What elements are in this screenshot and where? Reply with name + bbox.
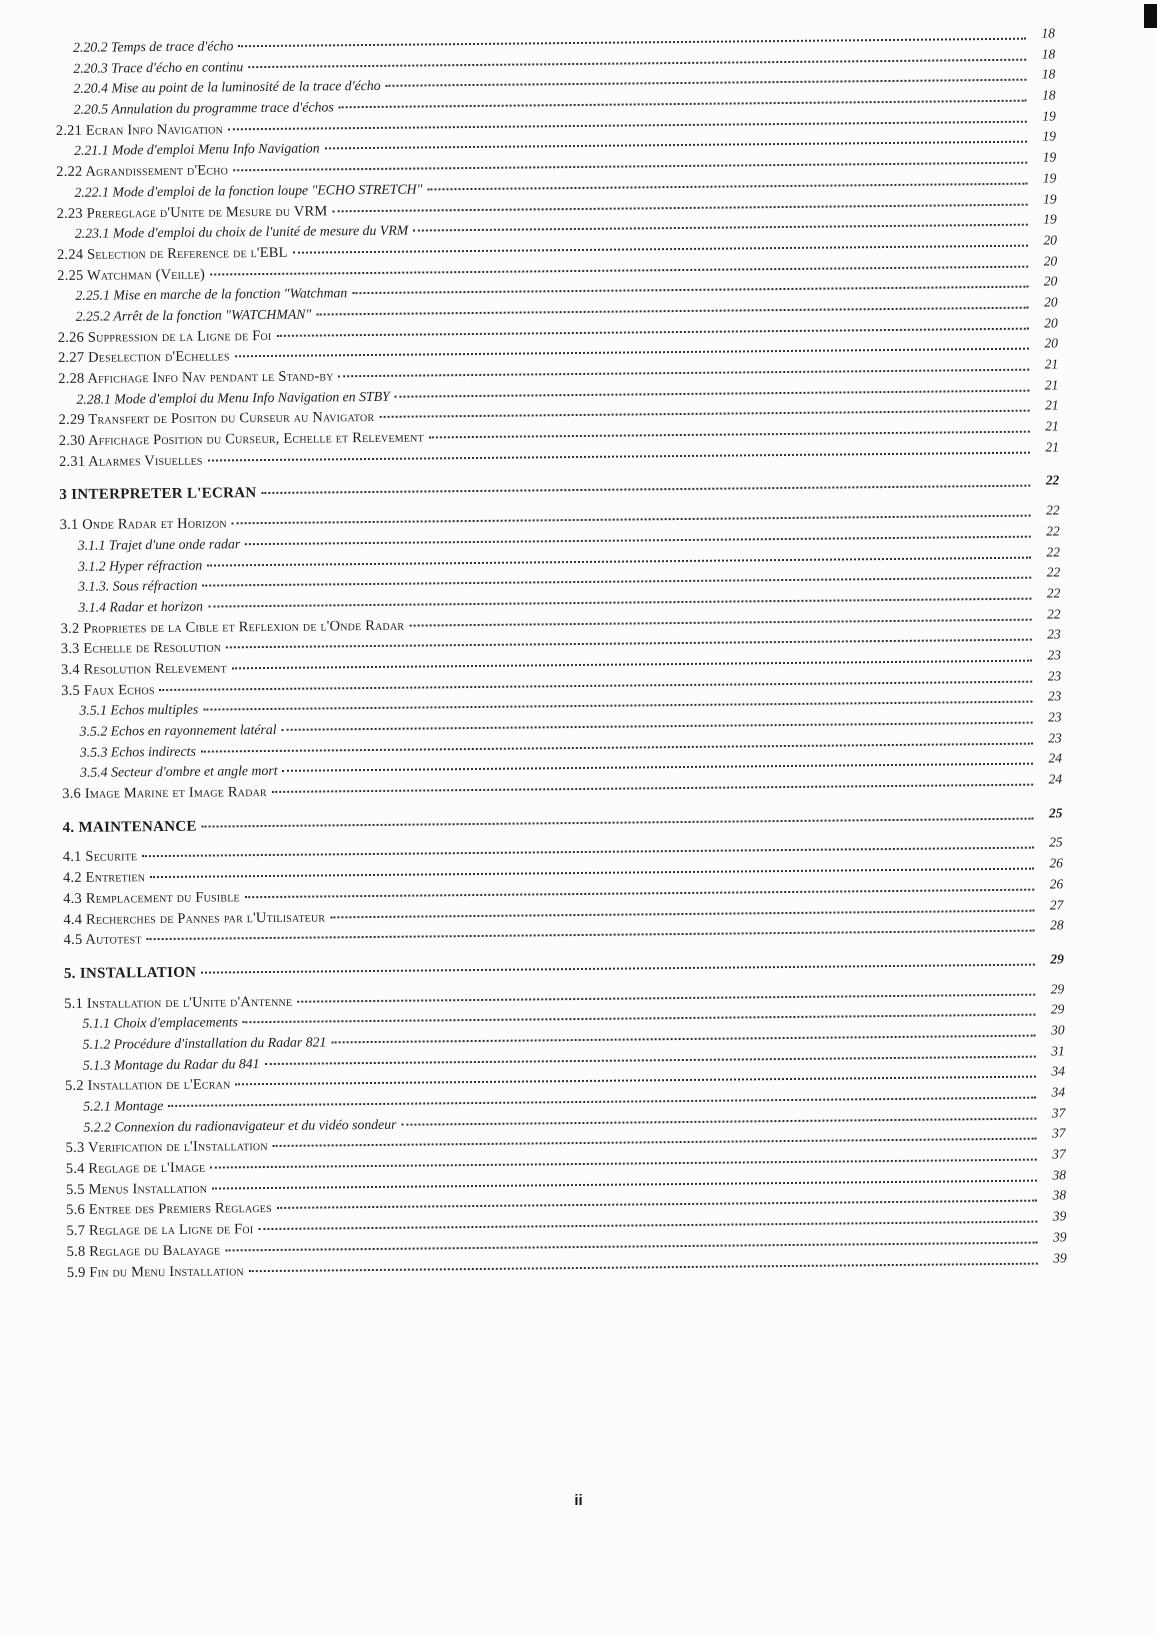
toc-entry-label: 2.21.1 Mode d'emploi Menu Info Navigation [73, 140, 320, 159]
toc-entry-page-number: 18 [1041, 25, 1056, 41]
dot-leader [208, 598, 1031, 608]
dot-leader [339, 369, 1030, 378]
page-number-footer: ii [574, 1492, 583, 1509]
toc-entry-label: 5.3 Verification de l'Installation [65, 1138, 268, 1157]
toc-entry-label: 2.20.5 Annulation du programme trace d'échos [73, 99, 334, 117]
toc-entry-label: 2.28 Affichage Info Nav pendant le Stand-by [58, 368, 334, 387]
dot-leader [283, 763, 1034, 772]
toc-entry-label: 5.1.2 Procédure d'installation du Radar 821 [82, 1034, 327, 1052]
toc-entry-page-number: 34 [1051, 1084, 1066, 1100]
dot-leader [332, 203, 1027, 212]
dot-leader [249, 1262, 1038, 1272]
toc-entry-page-number: 39 [1052, 1208, 1067, 1224]
toc-entry-page-number: 23 [1047, 709, 1062, 725]
dot-leader [330, 909, 1034, 918]
dot-leader [160, 680, 1033, 690]
toc-entry [59, 472, 1060, 508]
dot-leader [210, 1159, 1037, 1169]
toc-entry-label: 5.1.3 Montage du Radar du 841 [82, 1055, 260, 1073]
toc-entry-page-number: 38 [1052, 1187, 1067, 1203]
toc-entry-label: 4.4 Recherches de Pannes par l'Utilisateur [63, 908, 326, 928]
dot-leader [235, 1076, 1036, 1086]
dot-leader [150, 868, 1034, 878]
toc-entry-label: 2.24 Selection de Reference de l'EBL [56, 244, 288, 263]
toc-entry-label: 2.22 Agrandissement d'Echo [56, 162, 229, 181]
dot-leader [226, 639, 1032, 649]
dot-leader [352, 286, 1028, 294]
dot-leader [233, 162, 1027, 172]
dot-leader [212, 1179, 1037, 1189]
toc-entry-page-number: 23 [1048, 730, 1062, 746]
toc-entry-page-number: 19 [1042, 170, 1057, 186]
toc-entry-page-number: 23 [1047, 688, 1062, 704]
dot-leader [203, 701, 1032, 711]
dot-leader [208, 451, 1030, 461]
dot-leader [235, 348, 1029, 358]
toc-entry-label: 5.1.1 Choix d'emplacements [82, 1014, 238, 1032]
dot-leader [277, 1200, 1037, 1209]
dot-leader [258, 1221, 1037, 1230]
toc-entry-label: 5.2.2 Connexion du radionavigateur et du vidéo sondeur [83, 1116, 397, 1135]
toc-entry-page-number: 18 [1042, 87, 1056, 103]
toc-entry-label: 3.5.4 Secteur d'ombre et angle mort [79, 763, 278, 781]
toc-entry-label: 3.3 Echelle de Resolution [60, 639, 222, 658]
toc-entry-page-number: 21 [1044, 356, 1059, 372]
toc-entry-page-number: 21 [1045, 418, 1059, 434]
toc-entry-page-number: 20 [1043, 252, 1058, 269]
toc-entry-page-number: 21 [1044, 377, 1059, 393]
toc-entry-page-number: 37 [1052, 1146, 1066, 1162]
toc-entry-label: 3 INTERPRETER L'ECRAN [59, 485, 257, 504]
dot-leader [228, 120, 1027, 130]
dot-leader [401, 1117, 1036, 1125]
dot-leader [245, 888, 1034, 898]
dot-leader [232, 660, 1032, 670]
toc-entry-page-number: 20 [1044, 335, 1059, 351]
dot-leader [147, 930, 1035, 941]
toc-entry-label: 2.20.4 Mise au point de la luminosité de la trace d'écho [73, 78, 381, 97]
toc-entry-label: 2.23.1 Mode d'emploi du choix de l'unité de mesure du VRM [74, 222, 409, 242]
dot-leader [142, 847, 1034, 858]
dot-leader [386, 79, 1027, 87]
toc-entry-label: 4.1 Securite [62, 848, 138, 866]
toc-entry-label: 2.30 Affichage Position du Curseur, Echelle et Relevement [58, 429, 424, 450]
toc-entry-page-number: 20 [1043, 232, 1058, 248]
toc-entry-page-number: 22 [1046, 523, 1060, 539]
toc-entry-page-number: 37 [1051, 1105, 1066, 1121]
toc-entry-label: 4.3 Remplacement du Fusible [63, 889, 240, 907]
toc-entry-page-number: 26 [1049, 855, 1064, 871]
dot-leader [276, 327, 1028, 336]
dot-leader [202, 577, 1031, 587]
dot-leader [201, 964, 1035, 974]
toc-entry [62, 805, 1063, 840]
dot-leader [395, 389, 1030, 397]
toc-entry-label: 2.21 Ecran Info Navigation [55, 121, 224, 139]
toc-entry-label: 3.1.4 Radar et horizon [78, 598, 204, 615]
toc-entry-label: 2.23 Prereglage d'Unite de Mesure du VRM [56, 202, 328, 222]
toc-entry-page-number: 19 [1042, 128, 1057, 144]
toc-entry-page-number: 24 [1048, 771, 1063, 787]
toc-entry-label: 4.2 Entretien [62, 869, 146, 887]
toc-entry-label: 2.25 Watchman (Veille) [57, 266, 206, 284]
toc-entry-page-number: 24 [1048, 750, 1063, 766]
dot-leader [379, 410, 1029, 418]
dot-leader [409, 618, 1031, 626]
toc-entry-label: 2.27 Deselection d'Echelles [57, 348, 230, 367]
toc-entry-label: 5.2.1 Montage [83, 1098, 164, 1114]
toc-entry-page-number: 19 [1043, 211, 1057, 227]
toc-entry-label: 5. INSTALLATION [63, 964, 197, 982]
toc-entry-label: 2.26 Suppression de la Ligne de Foi [57, 327, 272, 346]
toc-entry-page-number: 29 [1050, 980, 1065, 997]
toc-entry-page-number: 23 [1047, 667, 1062, 684]
dot-leader [273, 1138, 1037, 1147]
toc-entry-label: 5.5 Menus Installation [65, 1180, 208, 1198]
toc-entry-label: 3.2 Proprietes de la Cible et Reflexion de l'Onde Radar [60, 617, 405, 637]
toc-entry-page-number: 26 [1049, 876, 1064, 892]
dot-leader [429, 431, 1030, 439]
toc-entry-page-number: 22 [1046, 543, 1061, 560]
dot-leader [201, 742, 1033, 752]
toc-entry-label: 5.7 Reglage de la Ligne de Foi [66, 1221, 254, 1240]
toc-entry-label: 5.9 Fin du Menu Installation [66, 1262, 244, 1281]
toc-entry-label: 3.1.1 Trajet d'une onde radar [77, 536, 241, 553]
toc-entry-page-number: 28 [1049, 917, 1064, 933]
toc-entry-page-number: 30 [1050, 1022, 1065, 1038]
toc-entry-label: 4.5 Autotest [63, 931, 142, 949]
dot-leader [232, 515, 1031, 525]
toc-entry-page-number: 27 [1049, 896, 1064, 912]
toc-entry-label: 3.4 Resolution Relevement [60, 660, 227, 678]
toc-entry-label: 5.1 Installation de l'Unite d'Antenne [64, 993, 293, 1012]
toc-entry-page-number: 22 [1046, 564, 1061, 580]
toc-entry-page-number: 25 [1049, 834, 1063, 850]
toc-entry-label: 3.1 Onde Radar et Horizon [59, 515, 227, 534]
toc-entry-label: 5.2 Installation de l'Ecran [64, 1076, 231, 1095]
toc-entry-label: 2.25.1 Mise en marche de la fonction "Watchman [75, 285, 348, 304]
toc-entry-label: 3.1.3. Sous réfraction [78, 577, 198, 594]
toc-entry-page-number: 19 [1042, 108, 1056, 124]
toc-entry-page-number: 37 [1051, 1125, 1066, 1141]
dot-leader [427, 182, 1027, 190]
toc-entry-page-number: 21 [1044, 397, 1059, 413]
toc-entry-page-number: 19 [1042, 190, 1057, 207]
toc-entry [63, 951, 1064, 986]
toc-entry-label: 2.28.1 Mode d'emploi du Menu Info Navigation en STBY [76, 388, 390, 407]
dot-leader [210, 265, 1028, 275]
dot-leader [262, 485, 1031, 494]
table-of-contents [55, 25, 1067, 1285]
dot-leader [202, 817, 1034, 827]
toc-entry-page-number: 22 [1046, 605, 1061, 622]
toc-entry-page-number: 21 [1045, 439, 1060, 455]
dot-leader [272, 784, 1033, 793]
dot-leader [238, 38, 1026, 48]
dot-leader [248, 58, 1026, 67]
toc-entry-label: 2.25.2 Arrêt de la fonction "WATCHMAN" [75, 306, 312, 324]
scan-corner-mark [1144, 4, 1157, 28]
toc-entry-page-number: 18 [1041, 46, 1056, 62]
toc-entry-page-number: 18 [1041, 66, 1056, 82]
toc-entry-label: 2.20.3 Trace d'écho en continu [73, 58, 244, 76]
toc-entry-page-number: 19 [1042, 149, 1057, 165]
toc-entry-label: 5.8 Reglage du Balayage [66, 1242, 221, 1260]
toc-entry-page-number: 38 [1052, 1167, 1067, 1183]
dot-leader [264, 1055, 1035, 1064]
dot-leader [293, 245, 1028, 254]
toc-entry-label: 2.31 Alarmes Visuelles [58, 452, 203, 470]
toc-entry-label: 3.5 Faux Echos [61, 681, 155, 699]
toc-entry-page-number: 22 [1045, 502, 1060, 518]
toc-entry-label: 3.6 Image Marine et Image Radar [62, 784, 267, 803]
toc-entry-page-number: 20 [1043, 273, 1058, 289]
toc-entry-label: 3.5.3 Echos indirects [79, 743, 196, 760]
dot-leader [168, 1097, 1036, 1107]
toc-entry-label: 3.1.2 Hyper réfraction [77, 557, 203, 574]
dot-leader [339, 100, 1027, 109]
toc-entry-page-number: 22 [1046, 585, 1061, 601]
dot-leader [316, 307, 1028, 316]
dot-leader [297, 993, 1035, 1002]
toc-entry-page-number: 25 [1048, 805, 1063, 821]
toc-entry-label: 2.20.2 Temps de trace d'écho [72, 38, 234, 55]
dot-leader [331, 1035, 1035, 1044]
toc-entry-label: 4. MAINTENANCE [62, 818, 197, 836]
toc-entry-page-number: 20 [1043, 294, 1058, 310]
dot-leader [282, 722, 1033, 731]
toc-entry-label: 5.6 Entree des Premiers Reglages [66, 1200, 272, 1219]
dot-leader [245, 535, 1031, 545]
dot-leader [225, 1241, 1037, 1251]
dot-leader [325, 141, 1027, 150]
dot-leader [413, 224, 1028, 232]
toc-entry-page-number: 31 [1051, 1042, 1065, 1059]
toc-entry-label: 2.22.1 Mode d'emploi de la fonction loupe "ECHO STRETCH" [74, 181, 423, 200]
toc-entry-page-number: 34 [1051, 1063, 1066, 1079]
toc-entry-label: 2.29 Transfert de Positon du Curseur au Navigator [58, 409, 375, 429]
toc-entry-label: 5.4 Reglage de l'Image [65, 1159, 206, 1178]
dot-leader [207, 556, 1031, 566]
toc-entry-page-number: 20 [1044, 315, 1058, 331]
toc-entry-page-number: 39 [1053, 1249, 1067, 1265]
toc-entry-page-number: 39 [1052, 1229, 1067, 1245]
toc-entry-page-number: 23 [1047, 626, 1061, 642]
toc-entry-page-number: 22 [1045, 472, 1060, 488]
toc-entry-label: 3.5.2 Echos en rayonnement latéral [79, 721, 277, 739]
toc-entry-page-number: 29 [1050, 951, 1064, 967]
toc-entry-label: 3.5.1 Echos multiples [79, 701, 199, 719]
toc-entry-page-number: 29 [1050, 1001, 1065, 1017]
dot-leader [243, 1014, 1036, 1024]
toc-entry-page-number: 23 [1047, 647, 1062, 663]
